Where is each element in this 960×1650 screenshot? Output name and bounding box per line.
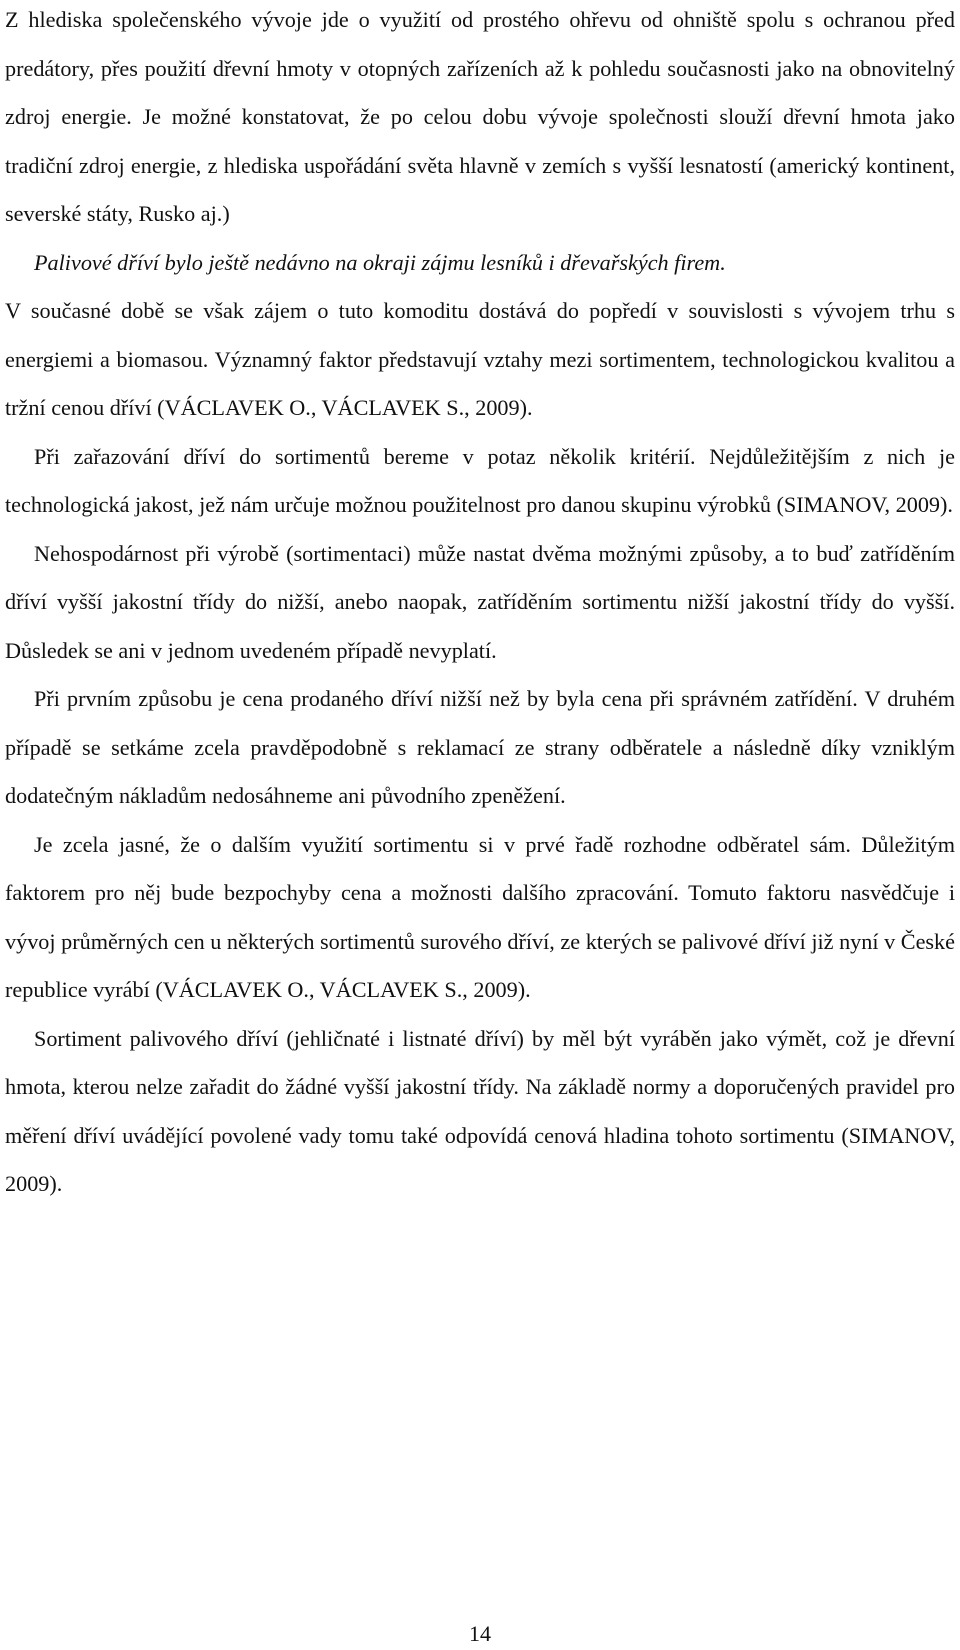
paragraph-intro: Z hlediska společenského vývoje jde o využití od prostého ohřevu od ohniště spolu s ochranou před predátory, přes použití dřevní hmoty v otopných zařízeních až k pohledu současnosti jako na obnovitelný zdroj energie. Je možné konstatovat, že po celou dobu vývoje společnosti slouží dřevní hmota jako tradiční zdroj energie, z hlediska uspořádání světa hlavně v zemích s vyšší lesnatostí (americký kontinent, severské státy, Rusko aj.) xyxy=(5,7,955,226)
paragraph-inefficiency: Nehospodárnost při výrobě (sortimentaci) může nastat dvěma možnými způsoby, a to buď zatříděním dříví vyšší jakostní třídy do nižší, anebo naopak, zatříděním sortimentu nižší jakostní třídy do vyšší. Důsledek se ani v jednom uvedeném případě nevyplatí. xyxy=(5,540,955,663)
paragraph-market: V současné době se však zájem o tuto komoditu dostává do popředí v souvislosti s vývojem trhu s energiemi a biomasou. Významný faktor představují vztahy mezi sortimentem, technologickou kvalitou a tržní cenou dříví (VÁCLAVEK O., VÁCLAVEK S., 2009). xyxy=(5,298,955,420)
page-number: 14 xyxy=(469,1621,491,1646)
paragraph-fuelwood-assortment: Sortiment palivového dříví (jehličnaté i listnaté dříví) by měl být vyráběn jako výmět, což je dřevní hmota, kterou nelze zařadit do žádné vyšší jakostní třídy. Na základě normy a doporučených pravidel pro měření dříví uvádějící povolené vady tomu také odpovídá cenová hladina tohoto sortimentu (SIMANOV, 2009). xyxy=(5,1025,955,1196)
paragraph-criteria: Při zařazování dříví do sortimentů bereme v potaz několik kritérií. Nejdůležitějším z nich je technologická jakost, jež nám určuje možnou použitelnost pro danou skupinu výrobků (SIMANOV, 2009). xyxy=(5,443,955,517)
paragraph-italic-fuelwood: Palivové dříví bylo ještě nedávno na okraji zájmu lesníků i dřevařských firem. xyxy=(34,249,726,275)
paragraph-pricing: Při prvním způsobu je cena prodaného dříví nižší než by byla cena při správném zatřídění. V druhém případě se setkáme zcela pravděpodobně s reklamací ze strany odběratele a následně díky vzniklým dodatečným nákladům nedosáhneme ani původního zpeněžení. xyxy=(5,686,955,808)
paragraph-buyer: Je zcela jasné, že o dalším využití sortimentu si v prvé řadě rozhodne odběratel sám. Důležitým faktorem pro něj bude bezpochyby cena a možnosti dalšího zpracování. Tomuto faktoru nasvědčuje i vývoj průměrných cen u některých sortimentů surového dříví, ze kterých se palivové dříví již nyní v České republice vyrábí (VÁCLAVEK O., VÁCLAVEK S., 2009). xyxy=(5,831,955,1002)
body-text xyxy=(5,0,955,1209)
